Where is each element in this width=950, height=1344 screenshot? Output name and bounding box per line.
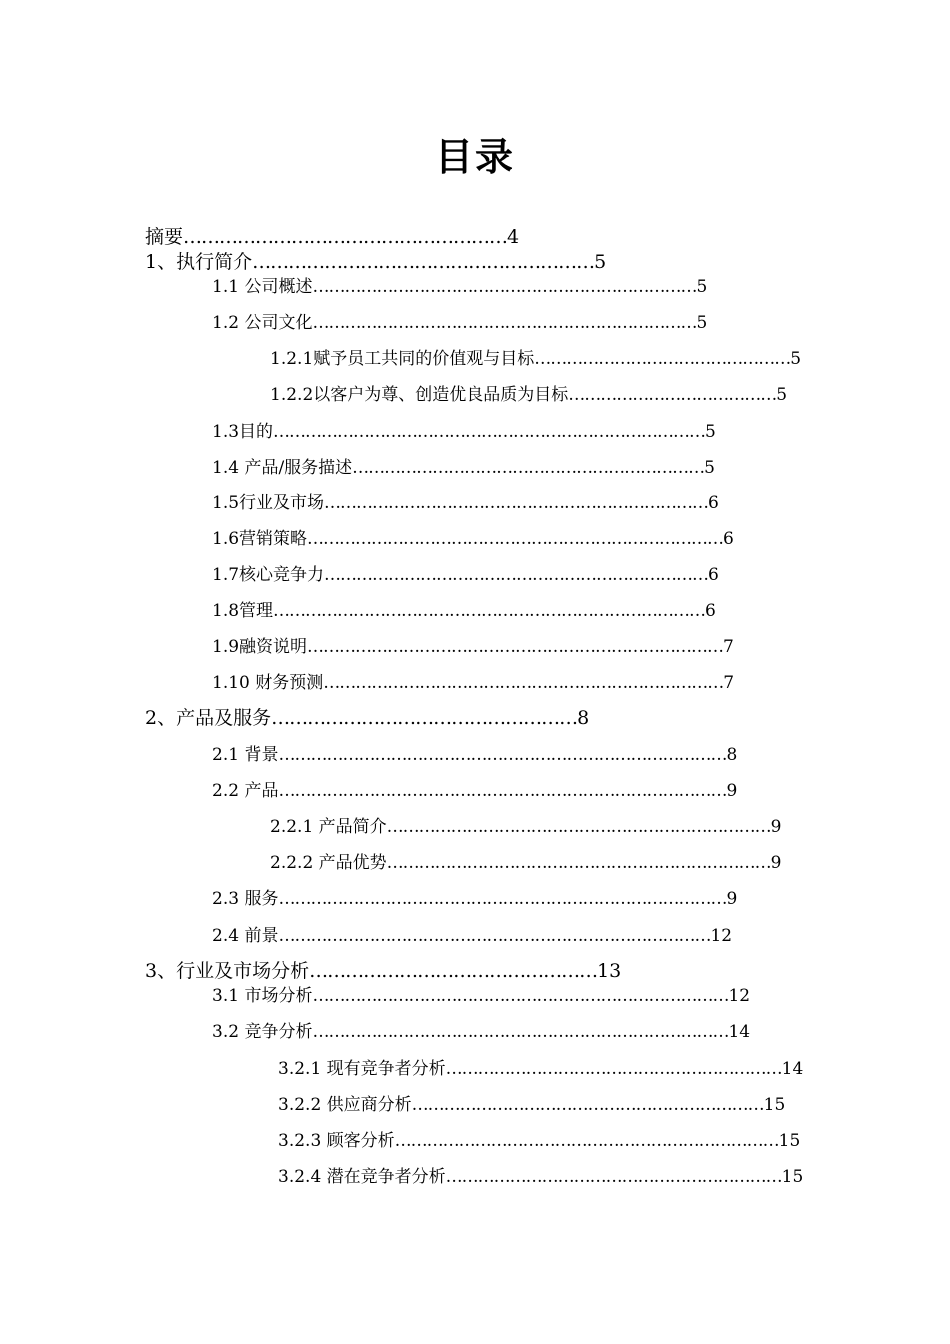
toc-entry-label: 2.1 背景 bbox=[212, 745, 279, 765]
toc-entry-page-number: 15 bbox=[781, 1167, 804, 1187]
toc-entry-page-number: 13 bbox=[597, 960, 622, 982]
toc-entry-leader: ………………………………………… bbox=[534, 349, 791, 369]
toc-entry[interactable] bbox=[145, 962, 621, 981]
toc-entry-leader: …………………………………………………………………… bbox=[312, 986, 729, 1006]
toc-entry[interactable] bbox=[212, 460, 715, 477]
toc-entry-label: 摘要 bbox=[145, 226, 184, 248]
toc-entry-page-number: 14 bbox=[781, 1059, 804, 1079]
toc-entry[interactable] bbox=[212, 531, 734, 548]
toc-entry-label: 1.1 公司概述 bbox=[212, 277, 313, 297]
toc-entry-label: 1.3目的 bbox=[212, 422, 274, 442]
toc-entry-page-number: 9 bbox=[770, 817, 782, 837]
toc-entry-leader: ………………………………………………………………… bbox=[323, 673, 724, 693]
toc-entry-page-number: 15 bbox=[778, 1131, 801, 1151]
toc-entry-label: 2.2.2 产品优势 bbox=[270, 853, 387, 873]
toc-entry-label: 1.2 公司文化 bbox=[212, 313, 313, 333]
toc-entry-label: 1.7核心竞争力 bbox=[212, 565, 325, 585]
toc-entry-label: 2.4 前景 bbox=[212, 926, 279, 946]
toc-entry-leader: …………………………………………………………………… bbox=[312, 1022, 729, 1042]
toc-entry-label: 1.8管理 bbox=[212, 601, 274, 621]
toc-entry-leader: ………………………………………………… bbox=[252, 251, 595, 273]
toc-entry[interactable] bbox=[212, 424, 716, 441]
toc-entry-label: 2.2 产品 bbox=[212, 781, 279, 801]
toc-entry-label: 1.2.2以客户为尊、创造优良品质为目标 bbox=[270, 385, 569, 405]
toc-entry[interactable] bbox=[212, 603, 716, 620]
toc-entry[interactable] bbox=[278, 1169, 803, 1186]
toc-entry[interactable] bbox=[212, 279, 707, 296]
toc-entry-page-number: 9 bbox=[770, 853, 782, 873]
toc-entry-page-number: 9 bbox=[726, 889, 738, 909]
toc-entry-leader: ………………………………………………………………………… bbox=[278, 745, 727, 765]
toc-entry-leader: ……………………………………………………………… bbox=[394, 1131, 779, 1151]
toc-entry[interactable] bbox=[212, 988, 750, 1005]
toc-entry-label: 1.6营销策略 bbox=[212, 529, 308, 549]
toc-entry-leader: ……………………………………………………………… bbox=[386, 817, 771, 837]
toc-entry[interactable] bbox=[278, 1061, 803, 1078]
toc-entry-leader: …………………………………………………………………… bbox=[307, 637, 724, 657]
toc-entry-page-number: 5 bbox=[776, 385, 788, 405]
toc-entry-leader: ……………………………………………………… bbox=[445, 1167, 782, 1187]
toc-entry-leader: ……………………………………………………………… bbox=[312, 313, 697, 333]
toc-entry-page-number: 8 bbox=[577, 707, 590, 729]
toc-entry-page-number: 4 bbox=[507, 226, 520, 248]
toc-entry[interactable] bbox=[212, 315, 707, 332]
toc-entry-label: 3.2.3 顾客分析 bbox=[278, 1131, 395, 1151]
toc-entry-page-number: 14 bbox=[728, 1022, 751, 1042]
toc-entry-leader: …………………………………………………………………… bbox=[307, 529, 724, 549]
toc-entry-page-number: 5 bbox=[696, 313, 708, 333]
toc-entry[interactable] bbox=[270, 387, 787, 404]
toc-entry-page-number: 6 bbox=[708, 493, 719, 513]
toc-entry[interactable] bbox=[145, 709, 589, 728]
toc-entry[interactable] bbox=[270, 819, 782, 836]
toc-entry-leader: ……………………………………………………………………… bbox=[273, 601, 706, 621]
toc-entry-leader: ……………………………………………………………… bbox=[324, 565, 709, 585]
toc-entry-label: 1、执行简介 bbox=[145, 251, 253, 273]
toc-entry-label: 1.5行业及市场 bbox=[212, 493, 325, 513]
toc-entry[interactable] bbox=[270, 351, 801, 368]
toc-entry-page-number: 15 bbox=[763, 1095, 786, 1115]
toc-entry-page-number: 12 bbox=[728, 986, 751, 1006]
toc-entry-page-number: 6 bbox=[705, 601, 716, 621]
toc-entry-page-number: 8 bbox=[726, 745, 738, 765]
toc-entry-label: 2.2.1 产品简介 bbox=[270, 817, 387, 837]
toc-entry-page-number: 7 bbox=[723, 637, 734, 657]
toc-entry[interactable] bbox=[145, 253, 606, 272]
toc-entry-label: 3.2.2 供应商分析 bbox=[278, 1095, 412, 1115]
toc-entry-leader: ………………………………………………………………………… bbox=[278, 889, 727, 909]
toc-entry-leader: ……………………………………………………………… bbox=[324, 493, 709, 513]
toc-entry[interactable] bbox=[212, 928, 732, 945]
toc-entry-leader: ………………………………………… bbox=[309, 960, 598, 982]
toc-entry[interactable] bbox=[212, 891, 737, 908]
toc-entry[interactable] bbox=[212, 495, 719, 512]
toc-entry-leader: ……………………………………………………………………… bbox=[273, 422, 706, 442]
toc-entry-label: 1.4 产品/服务描述 bbox=[212, 458, 353, 478]
toc-entry-page-number: 5 bbox=[594, 251, 607, 273]
toc-entry-label: 1.10 财务预测 bbox=[212, 673, 324, 693]
toc-entry[interactable] bbox=[270, 855, 782, 872]
toc-entry-leader: ………………………………… bbox=[568, 385, 777, 405]
toc-entry-page-number: 5 bbox=[696, 277, 708, 297]
toc-entry-label: 2、产品及服务 bbox=[145, 707, 272, 729]
toc-entry-page-number: 6 bbox=[708, 565, 719, 585]
toc-entry-label: 3.2.1 现有竞争者分析 bbox=[278, 1059, 446, 1079]
toc-entry-leader: ……………………………………………… bbox=[183, 226, 508, 248]
toc-entry[interactable] bbox=[145, 228, 519, 247]
toc-entry-label: 3.2 竞争分析 bbox=[212, 1022, 313, 1042]
toc-entry-leader: ……………………………………………………………………… bbox=[278, 926, 711, 946]
toc-entry[interactable] bbox=[278, 1097, 785, 1114]
toc-entry-page-number: 5 bbox=[790, 349, 802, 369]
toc-entry-page-number: 7 bbox=[723, 673, 735, 693]
toc-entry-page-number: 6 bbox=[723, 529, 734, 549]
toc-entry-label: 3、行业及市场分析 bbox=[145, 960, 310, 982]
toc-entry[interactable] bbox=[212, 675, 734, 692]
toc-entry-label: 3.1 市场分析 bbox=[212, 986, 313, 1006]
toc-entry-label: 2.3 服务 bbox=[212, 889, 279, 909]
toc-entry[interactable] bbox=[212, 1024, 750, 1041]
toc-entry-leader: ……………………………………………………… bbox=[445, 1059, 782, 1079]
toc-entry-leader: …………………………………………… bbox=[271, 707, 578, 729]
toc-entry[interactable] bbox=[278, 1133, 800, 1150]
toc-entry[interactable] bbox=[212, 783, 737, 800]
toc-entry[interactable] bbox=[212, 747, 737, 764]
toc-entry-page-number: 5 bbox=[704, 458, 715, 478]
toc-entry-leader: ……………………………………………………………… bbox=[386, 853, 771, 873]
toc-entry-leader: ………………………………………………………… bbox=[411, 1095, 764, 1115]
toc-entry-label: 1.9融资说明 bbox=[212, 637, 308, 657]
toc-entry[interactable] bbox=[212, 639, 734, 656]
toc-entry-page-number: 12 bbox=[710, 926, 733, 946]
toc-entry-leader: ……………………………………………………………… bbox=[312, 277, 697, 297]
toc-entry-label: 3.2.4 潜在竞争者分析 bbox=[278, 1167, 446, 1187]
toc-entry-label: 1.2.1赋予员工共同的价值观与目标 bbox=[270, 349, 535, 369]
page-title: 目录 bbox=[434, 135, 515, 179]
toc-entry-page-number: 9 bbox=[726, 781, 738, 801]
toc-entry-leader: ………………………………………………………………………… bbox=[278, 781, 727, 801]
toc-entry-leader: ………………………………………………………… bbox=[352, 458, 705, 478]
toc-entry-page-number: 5 bbox=[705, 422, 716, 442]
toc-entry[interactable] bbox=[212, 567, 719, 584]
